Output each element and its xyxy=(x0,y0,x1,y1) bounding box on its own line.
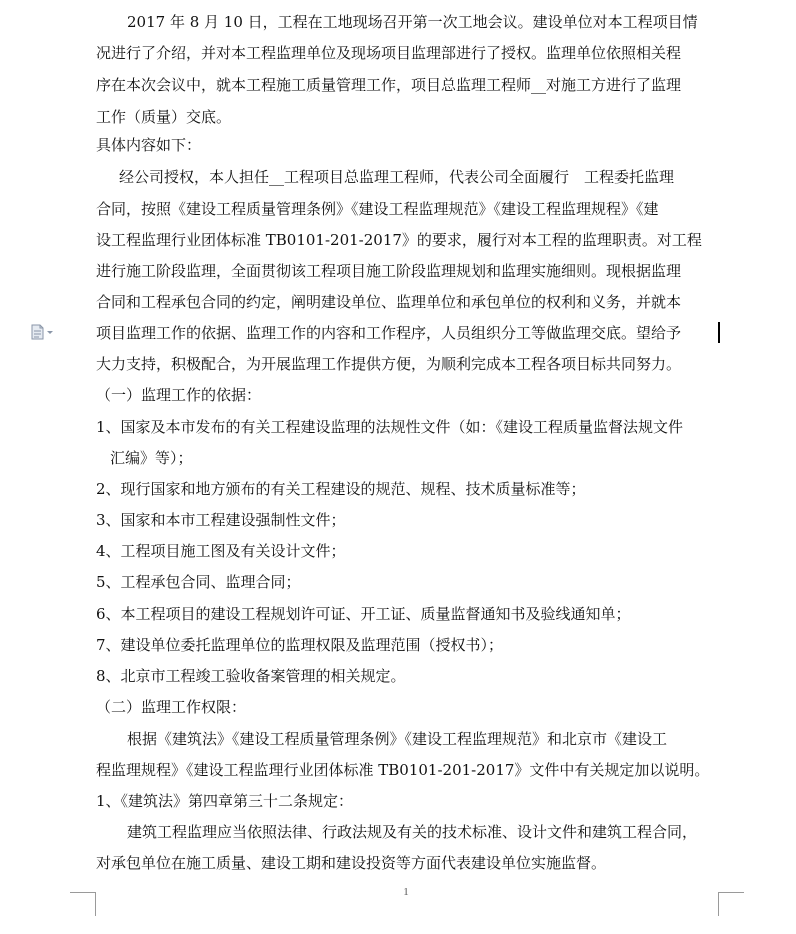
list-item: 5、工程承包合同、监理合同； xyxy=(96,573,301,591)
list-item: 1、国家及本市发布的有关工程建设监理的法规性文件（如：《建设工程质量监督法规文件 xyxy=(96,418,684,436)
section-heading: （一）监理工作的依据： xyxy=(96,386,262,404)
list-item: 3、国家和本市工程建设强制性文件； xyxy=(96,511,346,529)
text-cursor xyxy=(718,322,720,343)
text-line: 1、《建筑法》第四章第三十二条规定： xyxy=(96,792,354,810)
document-options-icon[interactable] xyxy=(30,323,56,341)
list-item: 4、工程项目施工图及有关设计文件； xyxy=(96,542,346,560)
text-line: 序在本次会议中，就本工程施工质量管理工作，项目总监理工程师__对施工方进行了监理 xyxy=(96,76,682,94)
text-line: 项目监理工作的依据、监理工作的内容和工作程序，人员组织分工等做监理交底。望给予 xyxy=(96,324,682,342)
list-item: 7、建设单位委托监理单位的监理权限及监理范围（授权书）； xyxy=(96,636,504,654)
text-line: 合同和工程承包合同的约定，阐明建设单位、监理单位和承包单位的权利和义务，并就本 xyxy=(96,293,682,311)
text-line: 对承包单位在施工质量、建设工期和建设投资等方面代表建设单位实施监督。 xyxy=(96,854,607,872)
text-line: 进行施工阶段监理，全面贯彻该工程项目施工阶段监理规划和监理实施细则。现根据监理 xyxy=(96,262,682,280)
crop-mark-left xyxy=(70,892,96,916)
list-item: 汇编》等）； xyxy=(110,449,193,467)
text-line: 经公司授权，本人担任__工程项目总监理工程师，代表公司全面履行 工程委托监理 xyxy=(119,168,675,186)
text-line: 2017 年 8 月 10 日，工程在工地现场召开第一次工地会议。建设单位对本工程项目情 xyxy=(127,13,698,31)
text-line: 工作（质量）交底。 xyxy=(96,108,232,126)
text-line: 程监理规程》《建设工程监理行业团体标准 TB0101-201-2017》文件中有关规定加以说明。 xyxy=(96,761,710,779)
list-item: 8、北京市工程竣工验收备案管理的相关规定。 xyxy=(96,667,406,685)
text-line: 设工程监理行业团体标准 TB0101-201-2017》的要求，履行对本工程的监理职责。对工程 xyxy=(96,231,702,249)
page-number: 1 xyxy=(403,886,409,898)
list-item: 2、现行国家和地方颁布的有关工程建设的规范、规程、技术质量标准等； xyxy=(96,480,586,498)
section-heading: （二）监理工作权限： xyxy=(96,698,247,716)
text-line: 况进行了介绍，并对本工程监理单位及现场项目监理部进行了授权。监理单位依照相关程 xyxy=(96,44,682,62)
text-line: 具体内容如下： xyxy=(96,136,202,154)
text-line: 大力支持，积极配合，为开展监理工作提供方便，为顺利完成本工程各项目标共同努力。 xyxy=(96,355,682,373)
text-line: 合同，按照《建设工程质量管理条例》《建设工程监理规范》《建设工程监理规程》《建 xyxy=(96,200,659,218)
crop-mark-right xyxy=(718,892,744,916)
text-line: 建筑工程监理应当依照法律、行政法规及有关的技术标准、设计文件和建筑工程合同， xyxy=(127,823,698,841)
text-line: 根据《建筑法》《建设工程质量管理条例》《建设工程监理规范》和北京市《建设工 xyxy=(127,730,668,748)
list-item: 6、本工程项目的建设工程规划许可证、开工证、质量监督通知书及验线通知单； xyxy=(96,605,631,623)
